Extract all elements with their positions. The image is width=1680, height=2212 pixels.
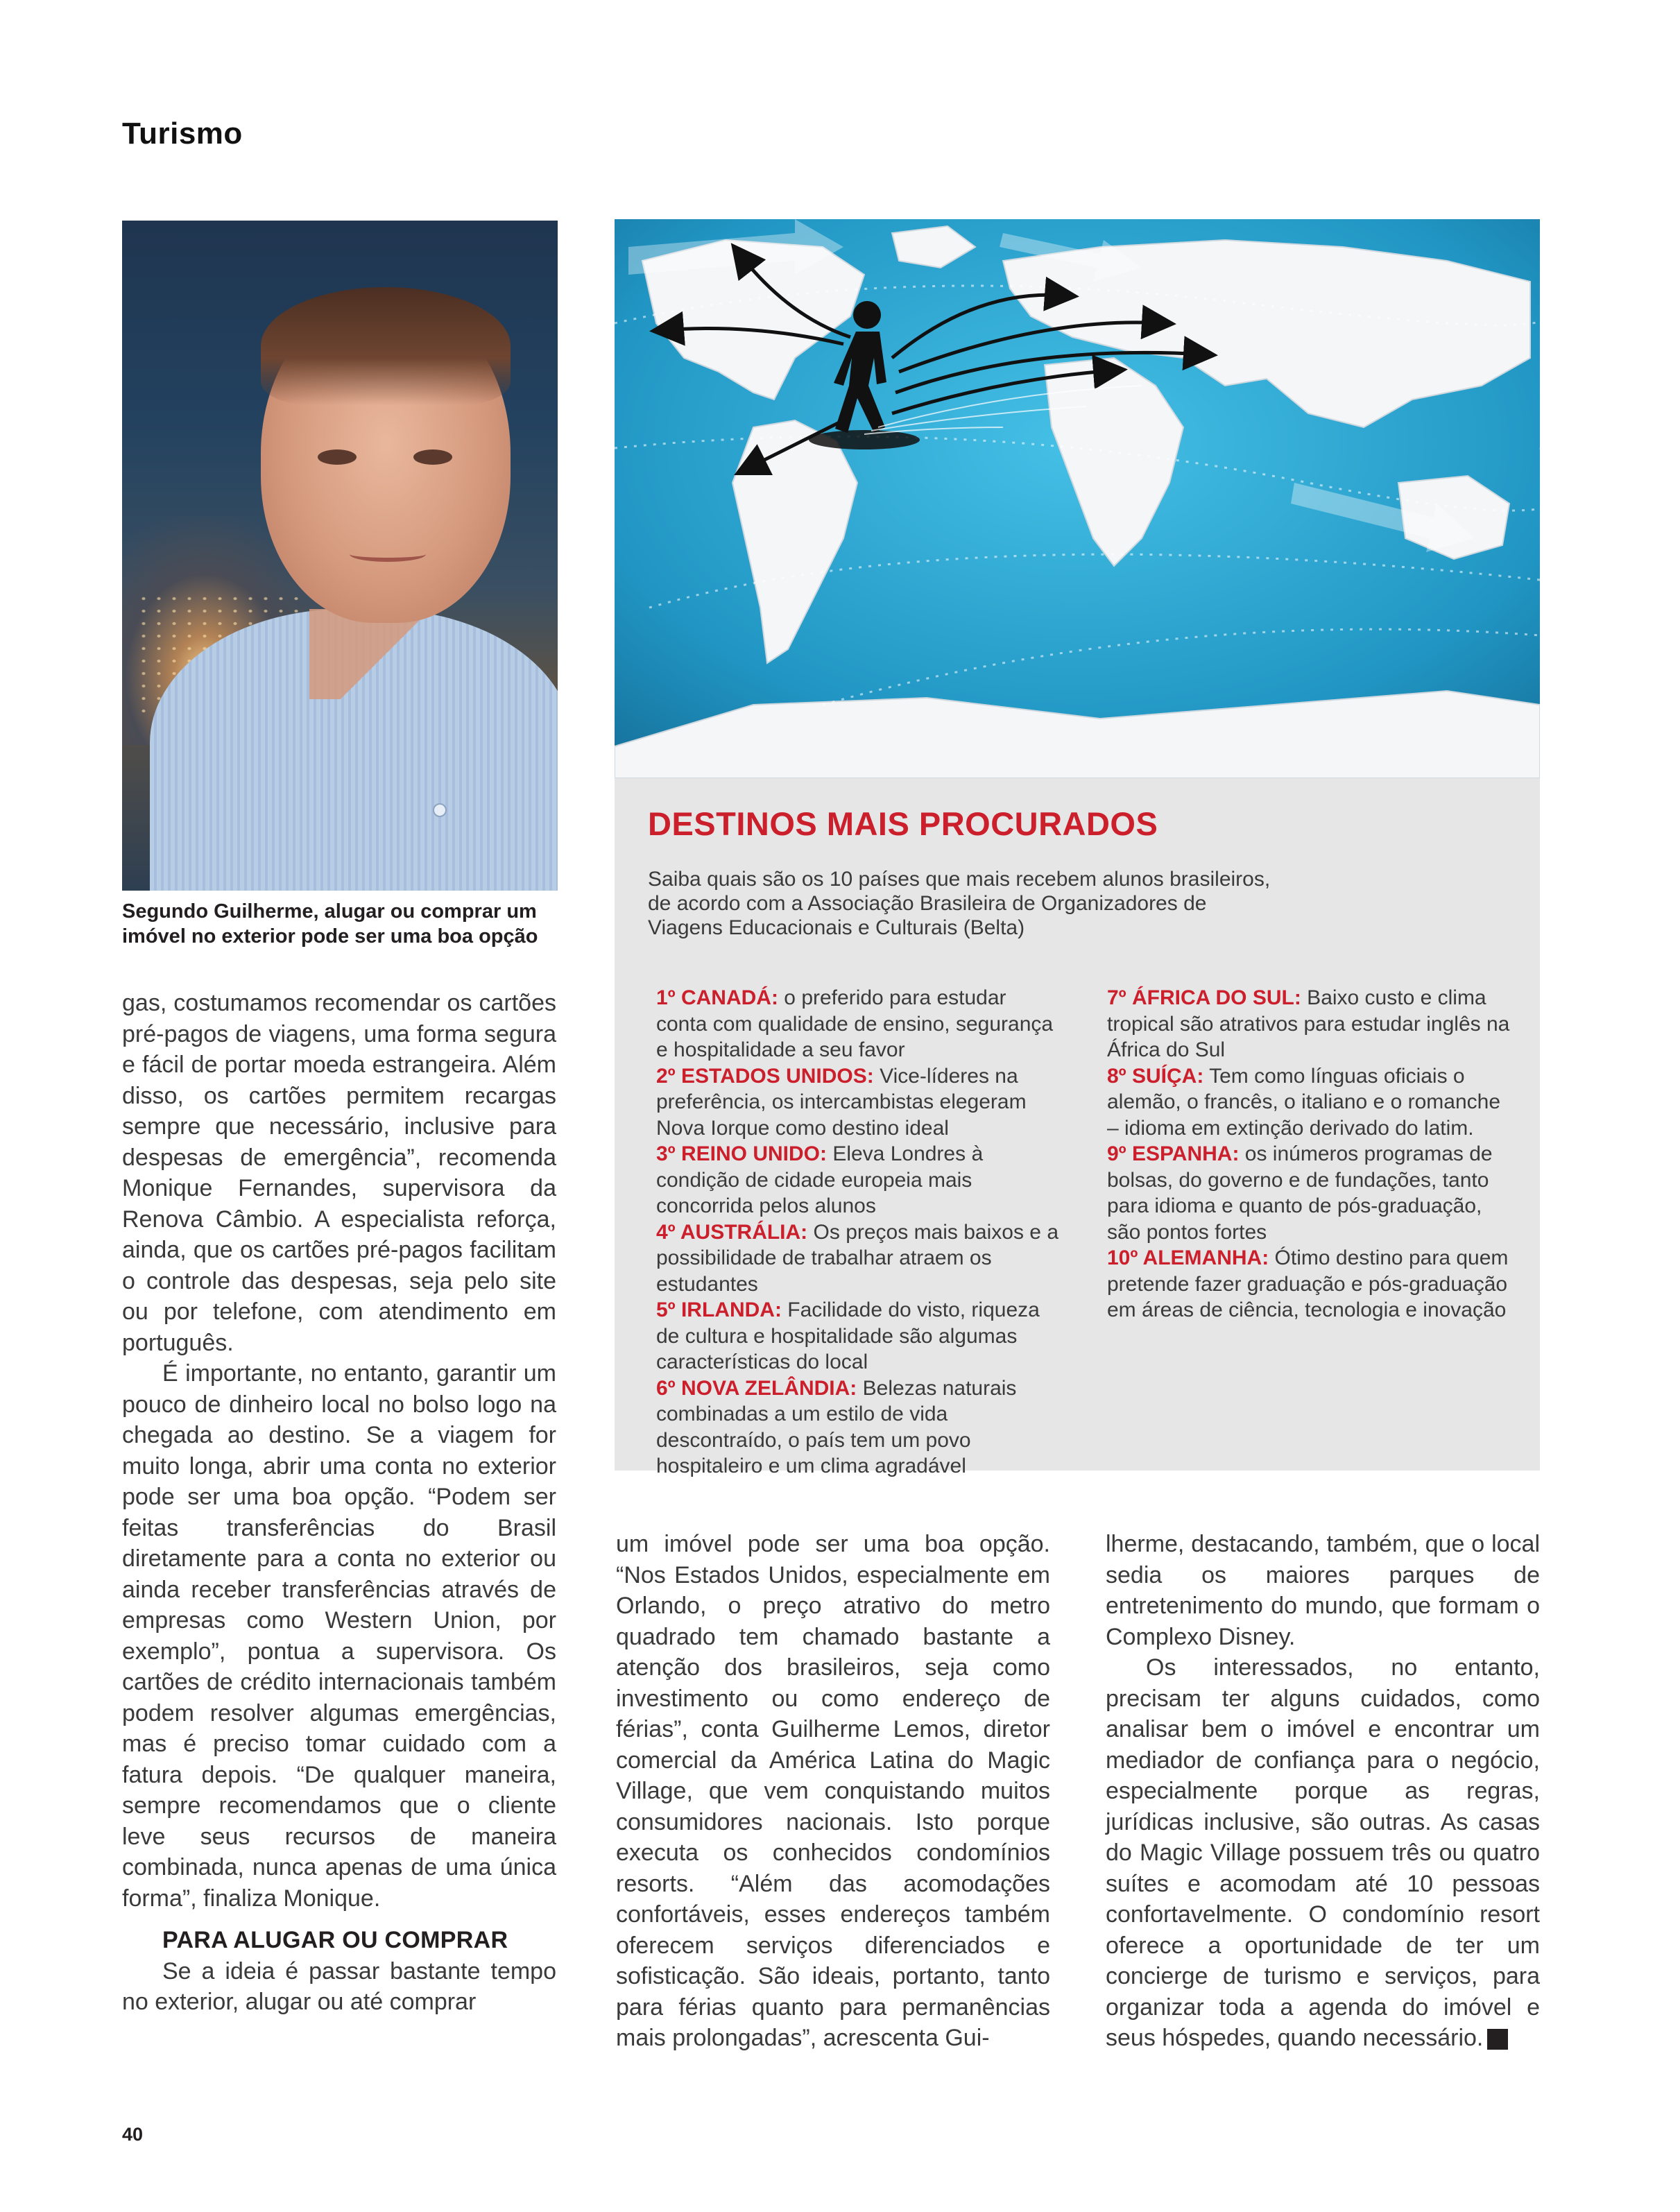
destination-item: 2º ESTADOS UNIDOS: Vice-líderes na preferência, os intercambistas elegeram Nova Iorque como destino ideal [656,1064,1027,1140]
paragraph: gas, costumamos recomendar os cartões pré-pagos de viagens, uma forma segura e fácil de portar moeda estrangeira. Além disso, os cartões permitem recargas sempre que necessário, inclusive para despesas de emergência”, recomenda Monique Fernandes, supervisora da Renova Câmbio. A especialista reforça, ainda, que os cartões pré-pagos facilitam o controle das despesas, seja pelo site ou por telefone, com atendimento em português. [122,990,556,1356]
destination-item: 9º ESPANHA: os inúmeros programas de bolsas, do governo e de fundações, tanto para idioma e quanto de pós-graduação, são pontos fortes [1107,1142,1493,1244]
destination-item: 8º SUÍÇA: Tem como línguas oficiais o alemão, o francês, o italiano e o romanche – idioma em extinção derivado do latim. [1107,1064,1500,1140]
world-map-illustration [615,219,1540,778]
box-title: DESTINOS MAIS PROCURADOS [648,805,1158,842]
destination-item: 1º CANADÁ: o preferido para estudar conta com qualidade de ensino, segurança e hospitalidade a seu favor [656,986,1054,1061]
destinations-box [615,778,1540,1477]
photo-caption: Segundo Guilherme, alugar ou comprar um imóvel no exterior pode ser uma boa opção [122,900,538,948]
portrait-photo [122,221,558,891]
destination-item: 4º AUSTRÁLIA: Os preços mais baixos e a possibilidade de trabalhar atraem os estudantes [656,1220,1059,1296]
destinations-list-col2 [1107,985,1512,1323]
destination-item: 10º ALEMANHA: Ótimo destino para quem pretende fazer graduação e pós-graduação em áreas de ciência, tecnologia e inovação [1107,1246,1509,1321]
page-number: 40 [122,2124,144,2145]
destinations-list-col1 [656,985,1061,1480]
destination-item: 3º REINO UNIDO: Eleva Londres à condição de cidade europeia mais concorrida pelos alunos [656,1142,984,1217]
body-column-right [1106,1529,1540,2054]
body-column-left [122,988,556,2018]
box-intro: Saiba quais são os 10 países que mais recebem alunos brasileiros, de acordo com a Associação Brasileira de Organizadores de Viagens Educacionais e Culturais (Belta) [648,868,1271,939]
paragraph: um imóvel pode ser uma boa opção. “Nos Estados Unidos, especialmente em Orlando, o preço atrativo do metro quadrado tem chamado bastante a atenção dos brasileiros, seja como investimento ou como endereço de férias”, conta Guilherme Lemos, diretor comercial da América Latina do Magic Village, que vem conquistando muitos consumidores nacionais. Isto porque executa os conhecidos condomínios resorts. “Além das acomodações confortáveis, esses endereços também oferecem serviços diferenciados e sofisticação. São ideais, portanto, tanto para férias quanto para permanências mais prolongadas”, acrescenta Gui- [616,1531,1050,2051]
end-of-article-icon: r [1487,2029,1508,2050]
paragraph: lherme, destacando, também, que o local sedia os maiores parques de entretenimento do mundo, que formam o Complexo Disney. [1106,1531,1540,1650]
body-column-middle [616,1529,1050,2054]
map-svg [615,219,1540,778]
paragraph: É importante, no entanto, garantir um pouco de dinheiro local no bolso logo na chegada ao destino. Se a viagem for muito longa, abrir uma conta no exterior pode ser uma boa opção. “Podem ser feitas transferências do Brasil diretamente para a conta no exterior ou ainda receber transferências através de empresas como Western Union, por exemplo”, pontua a supervisora. Os cartões de crédito internacionais também podem resolver algumas emergências, mas é preciso tomar cuidado com a fatura depois. “De qualquer maneira, sempre recomendamos que o cliente leve seus recursos de maneira combinada, nunca apenas de uma única forma”, finaliza Monique. [122,1360,556,1912]
subheading: PARA ALUGAR OU COMPRAR [162,1927,508,1953]
section-label: Turismo [122,117,243,151]
paragraph: Os interessados, no entanto, precisam ter alguns cuidados, como analisar bem o imóvel e encontrar um mediador de confiança para o negócio, especialmente porque as regras, jurídicas inclusive, são outras. As casas do Magic Village possuem três ou quatro suítes e acomodam até 10 pessoas confortavelmente. O condomínio resort oferece a oportunidade de ter um concierge de turismo e serviços, para organizar toda a agenda do imóvel e seus hóspedes, quando necessário. r [1106,1654,1540,2051]
destination-item: 5º IRLANDA: Facilidade do visto, riqueza de cultura e hospitalidade são algumas características do local [656,1298,1040,1373]
destination-item: 6º NOVA ZELÂNDIA: Belezas naturais combinadas a um estilo de vida descontraído, o país tem um povo hospitaleiro e um clima agradável [656,1376,1017,1477]
paragraph: Se a ideia é passar bastante tempo no exterior, alugar ou até comprar [122,1957,556,2015]
destination-item: 7º ÁFRICA DO SUL: Baixo custo e clima tropical são atrativos para estudar inglês na África do Sul [1107,986,1510,1061]
